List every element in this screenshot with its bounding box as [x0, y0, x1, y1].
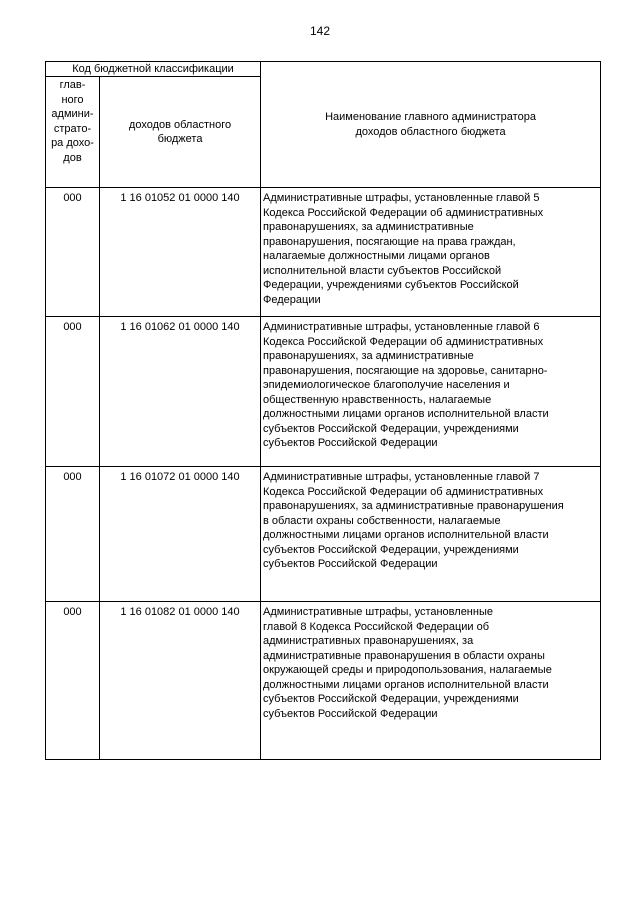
income-code-cell: 1 16 01072 01 0000 140: [100, 467, 261, 602]
table-row: [46, 467, 601, 602]
admin-code-cell: 000: [46, 467, 100, 602]
table-row: [46, 188, 601, 317]
header-chief-administrator-text: глав- ного админи- страто- ра дохо- дов: [51, 79, 94, 164]
header-budget-classification-code: Код бюджетной классификации: [46, 62, 261, 77]
administrator-name-text: Административные штрафы, установленные главой 6 Кодекса Российской Федерации об административных правонарушениях, за административные правонарушения, посягающие на здоровье, санитарно- эпидемиологическое благополучие населения и общественную нравственность, налагаемые должностными лицами органов исполнительной власти субъектов Российской Федерации, учреждениями субъектов Российской Федерации: [263, 321, 549, 449]
administrator-name-text: Административные штрафы, установленные главой 7 Кодекса Российской Федерации об административных правонарушениях, за административные правонарушения в области охраны собственности, налагаемые должностными лицами органов исполнительной власти субъектов Российской Федерации, учреждениями субъектов Российской Федерации: [263, 471, 564, 570]
table-row: [46, 602, 601, 760]
administrator-name-cell: [261, 467, 601, 602]
administrator-name-cell: [261, 602, 601, 760]
header-regional-income: [100, 77, 261, 188]
income-code-cell: 1 16 01082 01 0000 140: [100, 602, 261, 760]
table-row: [46, 317, 601, 467]
administrator-name-cell: [261, 188, 601, 317]
header-regional-income-text: доходов областного бюджета: [128, 118, 232, 145]
administrator-name-text: Административные штрафы, установленные главой 8 Кодекса Российской Федерации об административных правонарушениях, за административные правонарушения в области охраны окружающей среды и природопользования, налагаемые должностными лицами органов исполнительной власти субъектов Российской Федерации, учреждениями субъектов Российской Федерации: [263, 606, 552, 720]
admin-code-cell: 000: [46, 188, 100, 317]
admin-code-cell: 000: [46, 602, 100, 760]
page-number: 142: [309, 24, 331, 38]
header-administrator-name: [261, 62, 601, 188]
header-chief-administrator: [46, 77, 100, 188]
administrator-name-cell: [261, 317, 601, 467]
budget-classification-table: [45, 61, 601, 760]
income-code-cell: 1 16 01062 01 0000 140: [100, 317, 261, 467]
income-code-cell: 1 16 01052 01 0000 140: [100, 188, 261, 317]
administrator-name-text: Административные штрафы, установленные главой 5 Кодекса Российской Федерации об административных правонарушениях, за административные правонарушения, посягающие на права граждан, налагаемые должностными лицами органов исполнительной власти субъектов Российской Федерации, учреждениями субъектов Российской Федерации: [263, 192, 544, 306]
table-header-row-group: [46, 62, 601, 77]
admin-code-cell: 000: [46, 317, 100, 467]
header-administrator-name-text: Наименование главного администратора доходов областного бюджета: [325, 111, 536, 138]
